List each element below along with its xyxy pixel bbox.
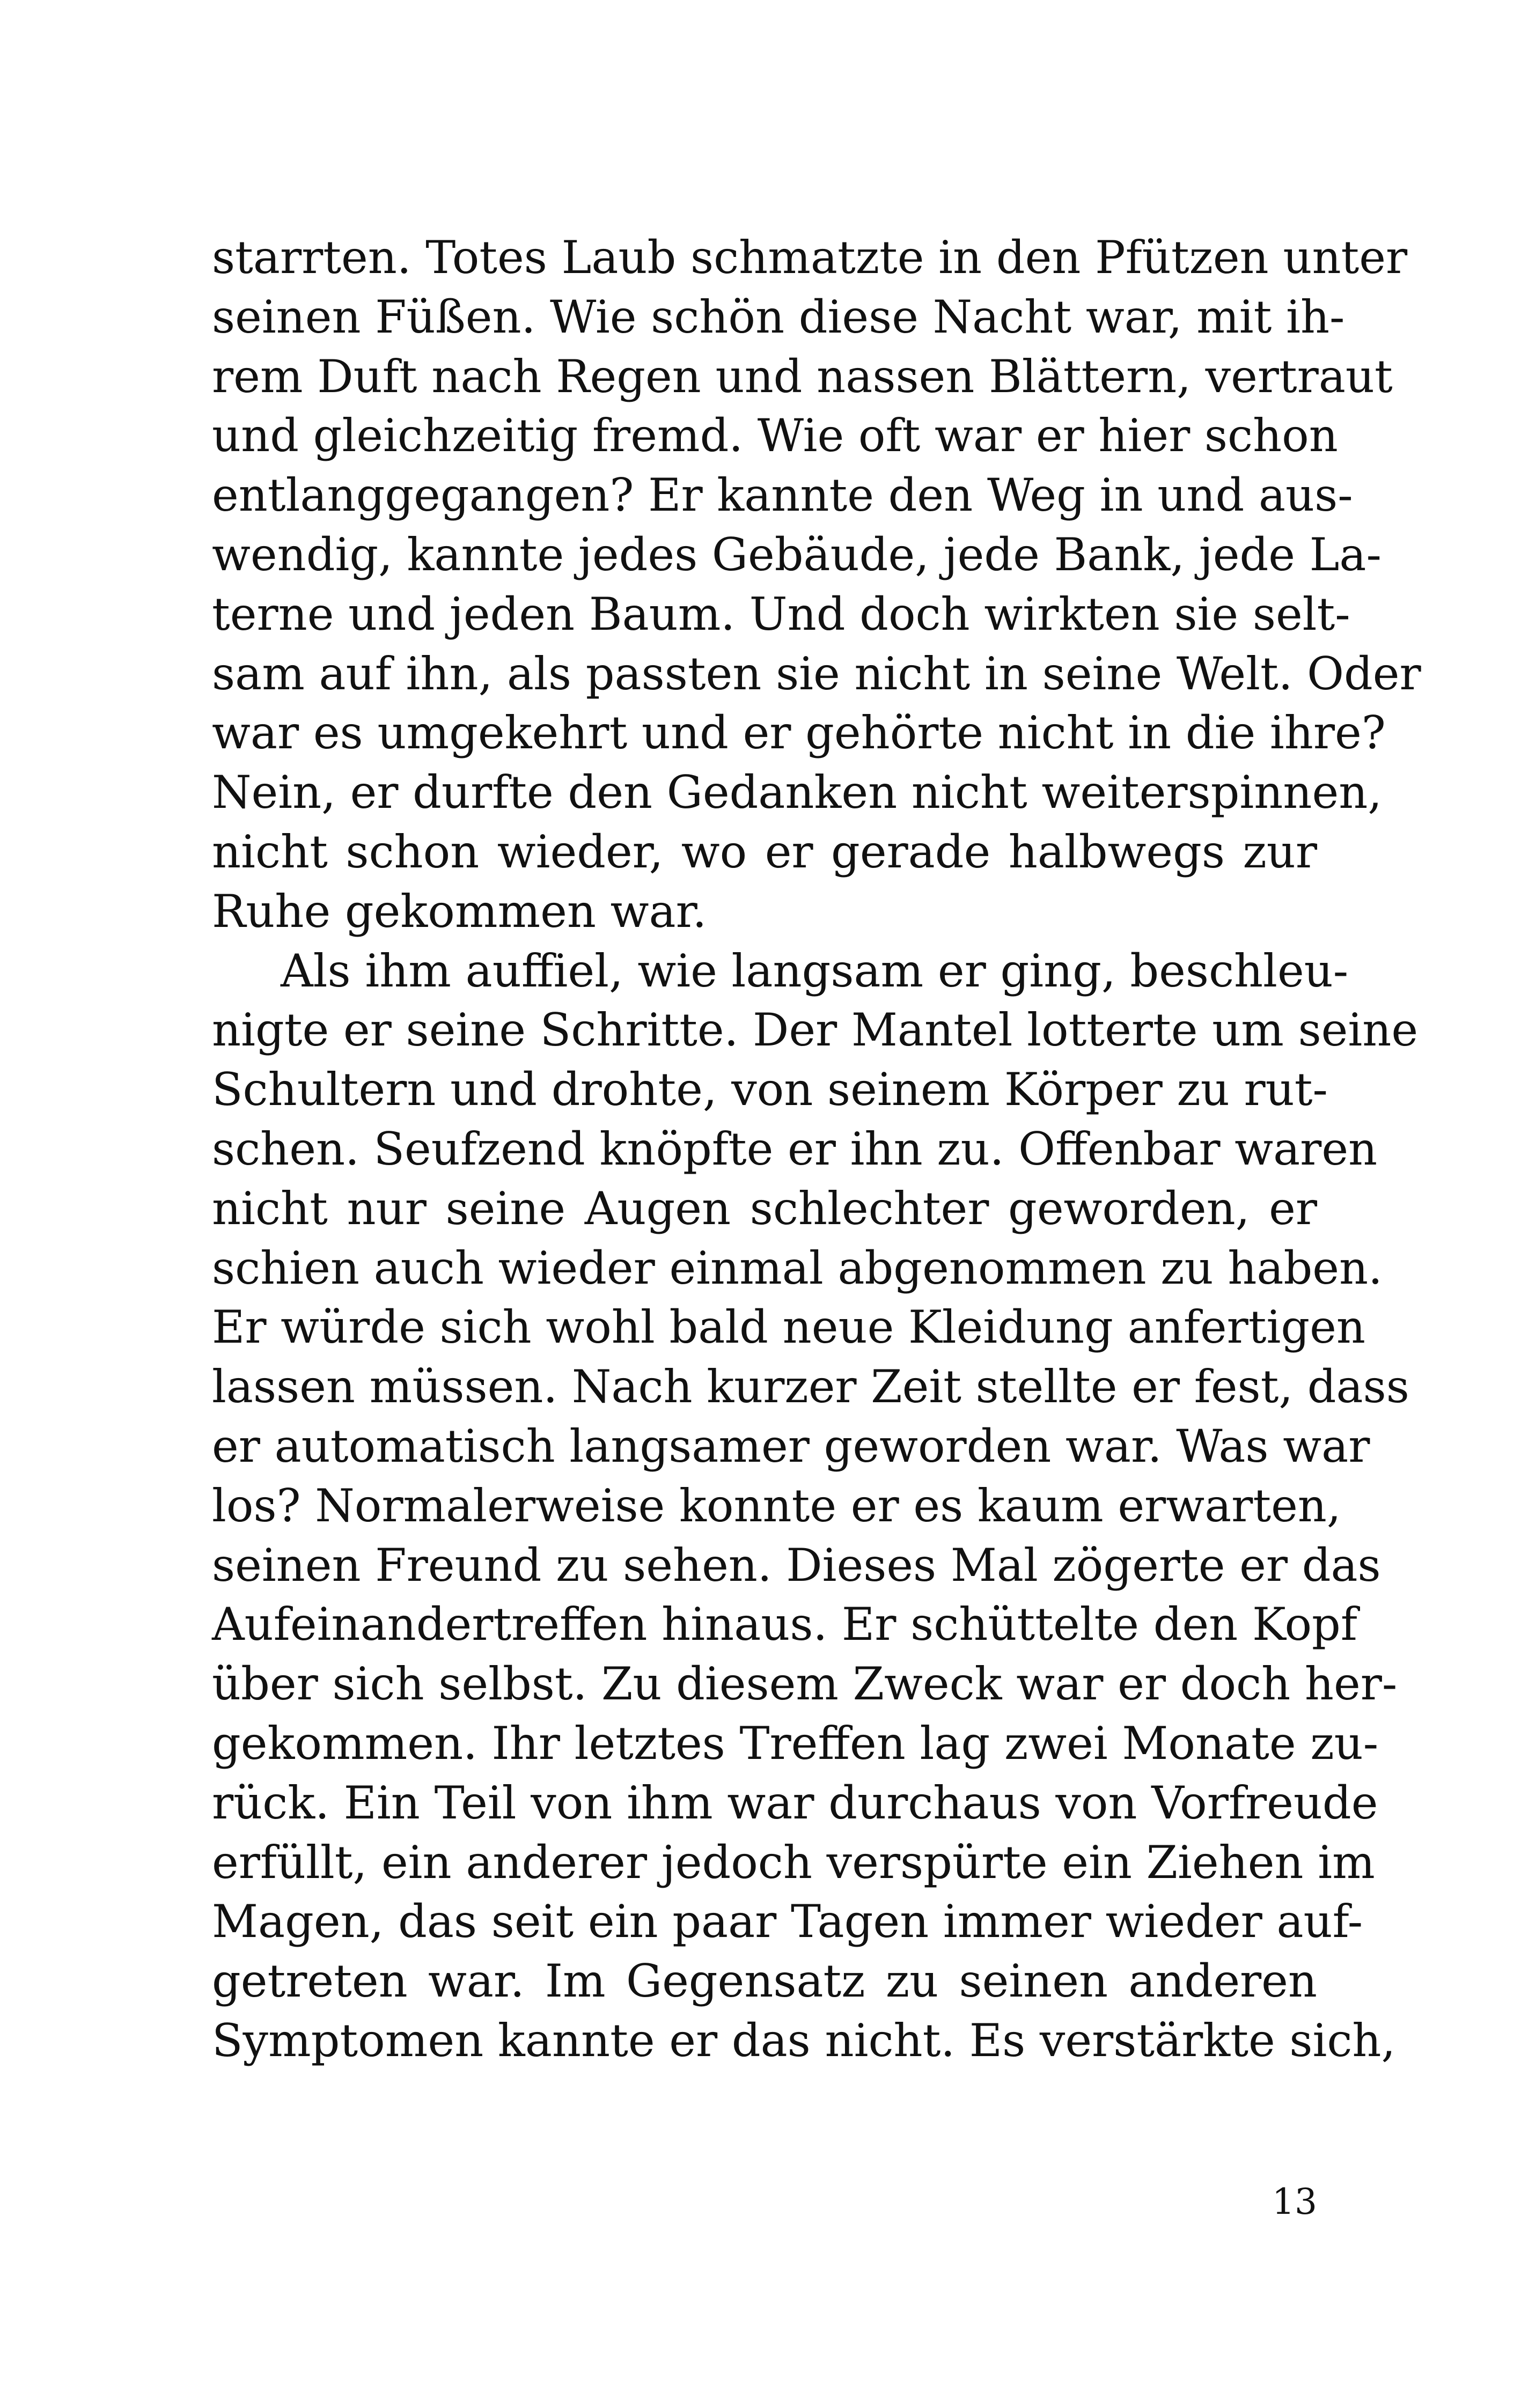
text-line: starrten. Totes Laub schmatzte in den Pfützen unter: [212, 231, 1408, 284]
text-line: Magen, das seit ein paar Tagen immer wieder auf-: [212, 1895, 1363, 1948]
text-line: seinen Freund zu sehen. Dieses Mal zögerte er das: [212, 1538, 1381, 1592]
text-line: erfüllt, ein anderer jedoch verspürte ein Ziehen im: [212, 1836, 1375, 1889]
text-line: er automatisch langsamer geworden war. Was war: [212, 1419, 1370, 1472]
page-number: 13: [1272, 2181, 1317, 2222]
text-line: war es umgekehrt und er gehörte nicht in die ihre?: [212, 706, 1386, 760]
text-line: Ruhe gekommen war.: [212, 885, 707, 938]
text-line: entlanggegangen? Er kannte den Weg in und aus-: [212, 469, 1353, 522]
text-line: Symptomen kannte er das nicht. Es verstärkte sich,: [212, 2014, 1396, 2067]
text-line: seinen Füßen. Wie schön diese Nacht war, mit ih-: [212, 290, 1345, 343]
text-line: nicht nur seine Augen schlechter geworden, er: [212, 1182, 1317, 1235]
text-line: nigte er seine Schritte. Der Mantel lotterte um seine: [212, 1004, 1419, 1057]
text-line: rück. Ein Teil von ihm war durchaus von Vorfreude: [212, 1776, 1378, 1829]
text-line: Nein, er durfte den Gedanken nicht weiterspinnen,: [212, 766, 1383, 819]
text-line: und gleichzeitig fremd. Wie oft war er hier schon: [212, 409, 1338, 462]
text-line: schien auch wieder einmal abgenommen zu haben.: [212, 1241, 1383, 1294]
text-line: lassen müssen. Nach kurzer Zeit stellte er fest, dass: [212, 1360, 1409, 1413]
text-line: Aufeinandertreffen hinaus. Er schüttelte den Kopf: [212, 1598, 1357, 1651]
text-line: terne und jeden Baum. Und doch wirkten sie selt-: [212, 587, 1350, 640]
text-line: wendig, kannte jedes Gebäude, jede Bank, jede La-: [212, 528, 1382, 581]
text-line: über sich selbst. Zu diesem Zweck war er doch her-: [212, 1658, 1398, 1711]
text-line: Schultern und drohte, von seinem Körper zu rut-: [212, 1063, 1328, 1116]
text-line: Er würde sich wohl bald neue Kleidung anfertigen: [212, 1301, 1365, 1354]
text-line: Als ihm auffiel, wie langsam er ging, beschleu-: [281, 944, 1349, 997]
text-line: nicht schon wieder, wo er gerade halbwegs zur: [212, 825, 1317, 878]
body-text: [212, 228, 1421, 2071]
text-line: rem Duft nach Regen und nassen Blättern, vertraut: [212, 350, 1393, 403]
text-line: getreten war. Im Gegensatz zu seinen anderen: [212, 1955, 1317, 2008]
text-line: gekommen. Ihr letztes Treffen lag zwei Monate zu-: [212, 1717, 1379, 1770]
text-line: sam auf ihn, als passten sie nicht in seine Welt. Oder: [212, 647, 1421, 700]
text-line: los? Normalerweise konnte er es kaum erwarten,: [212, 1479, 1341, 1532]
text-line: schen. Seufzend knöpfte er ihn zu. Offenbar waren: [212, 1122, 1378, 1175]
